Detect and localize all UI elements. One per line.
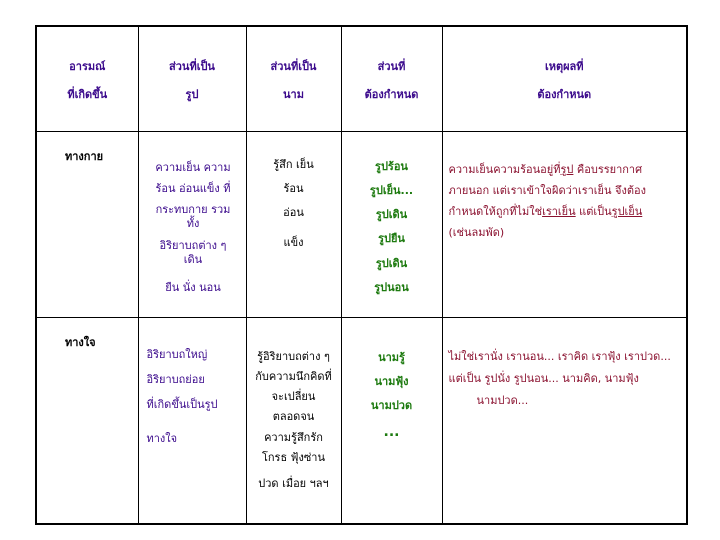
- rupa-cell: อิริยาบถใหญ่ อิริยาบถย่อย ที่เกิดขึ้นเป็นรูป ทางใจ: [138, 317, 246, 524]
- reason-cell: ไม่ใช่เรานั่ง เรานอน... เราคิด เราฟุ้ง เราปวด... แต่เป็น รูปนั่ง รูปนอน... นามคิด, นามฟุ้ง นามปวด...: [442, 317, 687, 524]
- nama-cell: รู้สึก เย็น ร้อน อ่อน แข็ง: [246, 131, 341, 317]
- header-emotion: อารมณ์ ที่เกิดขึ้น: [36, 26, 138, 131]
- observe-cell: นามรู้ นามฟุ้ง นามปวด ...: [341, 317, 442, 524]
- table-row: [36, 317, 687, 524]
- header-row: [36, 26, 687, 131]
- header-to-observe: ส่วนที่ ต้องกำหนด: [341, 26, 442, 131]
- row-label-body: ทางกาย: [36, 131, 138, 317]
- table-row: [36, 131, 687, 317]
- header-nama: ส่วนที่เป็น นาม: [246, 26, 341, 131]
- reason-cell: ความเย็นความร้อนอยู่ที่รูป คือบรรยากาศ ภายนอก แต่เราเข้าใจผิดว่าเราเย็น จึงต้อง กำหนดให้ถูกที่ไม่ใช่เราเย็น แต่เป็นรูปเย็น (เช่นลมพัด): [442, 131, 687, 317]
- comparison-table: [35, 25, 688, 525]
- nama-cell: รู้อิริยาบถต่าง ๆ กับความนึกคิดที่ จะเปลี่ยน ตลอดจน ความรู้สึกรัก โกรธ ฟุ้งซ่าน ปวด เมื่อย ฯลฯ: [246, 317, 341, 524]
- rupa-cell: ความเย็น ความ ร้อน อ่อนแข็ง ที่ กระทบกาย รวมทั้ง อิริยาบถต่าง ๆ เดิน ยืน นั่ง นอน: [138, 131, 246, 317]
- header-rupa: ส่วนที่เป็น รูป: [138, 26, 246, 131]
- row-label-mind: ทางใจ: [36, 317, 138, 524]
- observe-cell: รูปร้อน รูปเย็น... รูปเดิน รูปยืน รูปเดิน รูปนอน: [341, 131, 442, 317]
- header-reason: เหตุผลที่ ต้องกำหนด: [442, 26, 687, 131]
